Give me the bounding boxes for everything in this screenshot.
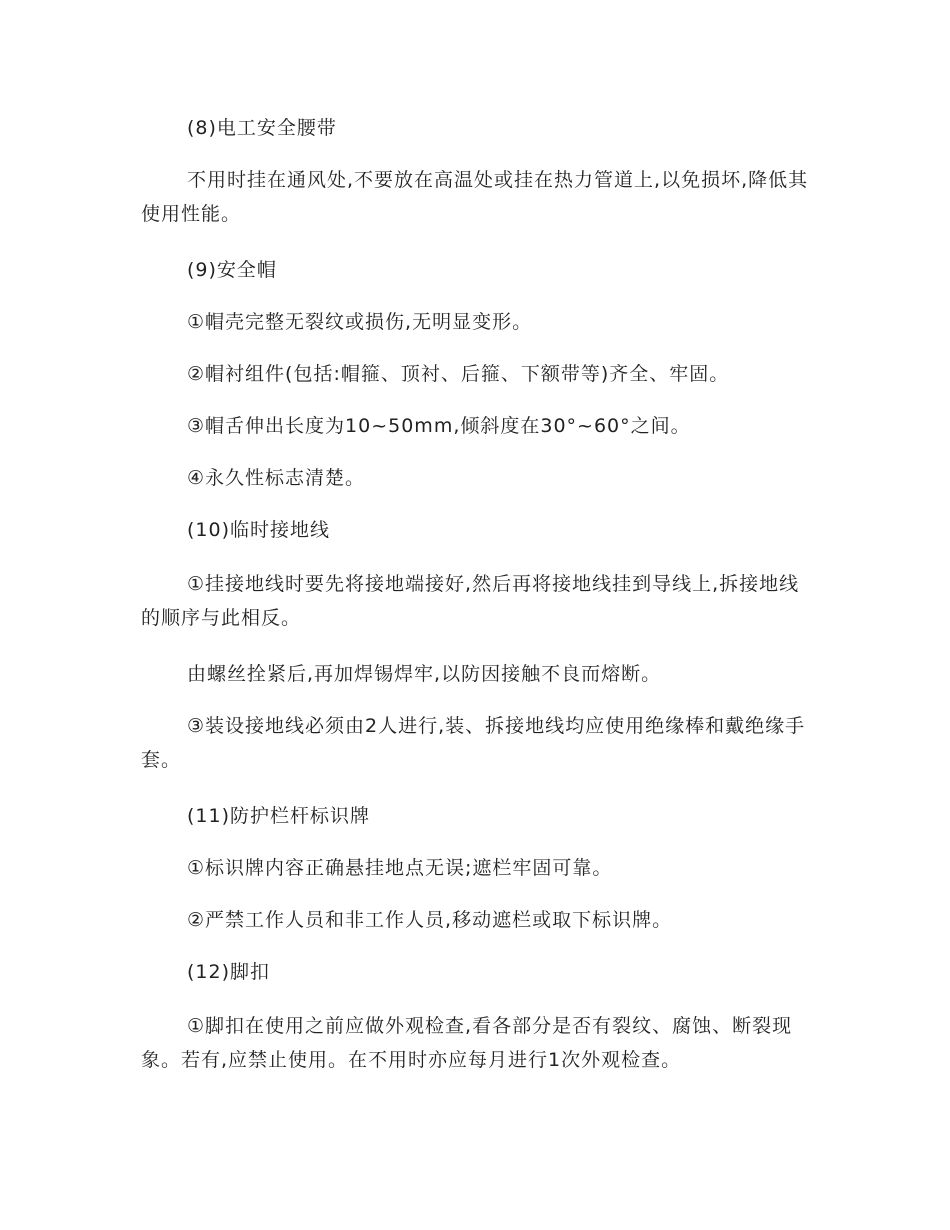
list-item-grounding-two-persons: ③装设接地线必须由2人进行,装、拆接地线均应使用绝缘棒和戴绝缘手套。 — [141, 715, 806, 771]
list-item-helmet-brim: ③帽舌伸出长度为10~50mm,倾斜度在30°~60°之间。 — [187, 415, 691, 437]
list-item-no-moving-barrier: ②严禁工作人员和非工作人员,移动遮栏或取下标识牌。 — [187, 909, 673, 931]
list-item-sign-content: ①标识牌内容正确悬挂地点无误;遮栏牢固可靠。 — [187, 857, 613, 879]
paragraph-grounding-bolting: 由螺丝拴紧后,再加焊锡焊牢,以防因接触不良而熔断。 — [187, 663, 662, 685]
heading-temporary-grounding: (10)临时接地线 — [187, 519, 331, 541]
heading-electrician-safety-belt: (8)电工安全腰带 — [187, 117, 337, 139]
list-item-helmet-shell: ①帽壳完整无裂纹或损伤,无明显变形。 — [187, 311, 533, 333]
heading-climbing-spikes: (12)脚扣 — [187, 961, 271, 983]
heading-safety-helmet: (9)安全帽 — [187, 259, 277, 281]
list-item-grounding-order: ①挂接地线时要先将接地端接好,然后再将接地线挂到导线上,拆接地线的顺序与此相反。 — [141, 573, 800, 629]
heading-guardrail-signs: (11)防护栏杆标识牌 — [187, 805, 371, 827]
list-item-helmet-lining: ②帽衬组件(包括:帽箍、顶衬、后箍、下额带等)齐全、牢固。 — [187, 363, 730, 385]
list-item-helmet-marking: ④永久性标志清楚。 — [187, 467, 366, 489]
list-item-spike-inspection: ①脚扣在使用之前应做外观检查,看各部分是否有裂纹、腐蚀、断裂现象。若有,应禁止使用。在不用时亦应每月进行1次外观检查。 — [141, 1015, 793, 1071]
paragraph-belt-storage: 不用时挂在通风处,不要放在高温处或挂在热力管道上,以免损坏,降低其使用性能。 — [141, 169, 809, 225]
